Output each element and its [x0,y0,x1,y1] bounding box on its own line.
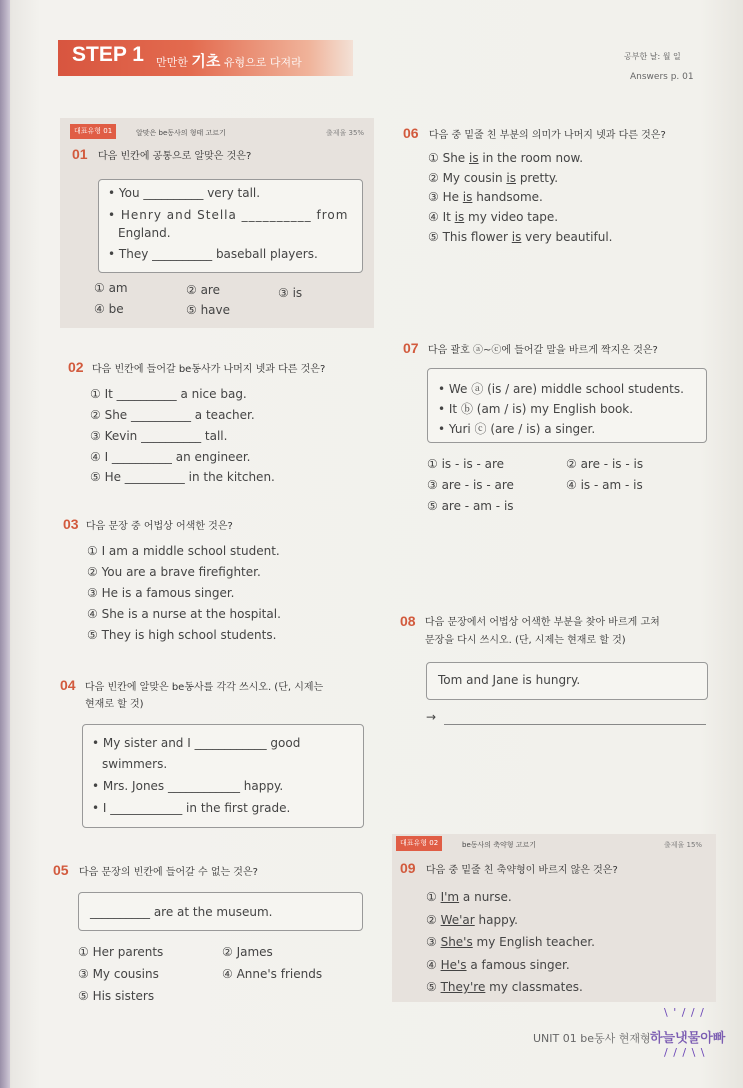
example-line: • I ____________ in the first grade. [92,801,291,815]
answer-option[interactable]: ① Her parents [78,945,164,959]
option-text: a famous singer. [466,958,570,972]
question-number: 08 [400,613,416,629]
option-text: ⑤ [426,980,441,994]
answer-option[interactable]: ③ He is a famous singer. [87,586,235,600]
example-line: __________ are at the museum. [90,905,273,919]
step-label: STEP 1 [72,43,144,66]
option-text: very beautiful. [521,230,613,244]
answer-option[interactable]: ② She __________ a teacher. [90,408,255,422]
underlined-word: They're [440,980,486,994]
option-text: ③ He [428,190,463,204]
question-number: 01 [72,146,88,162]
example-line: Tom and Jane is hungry. [438,673,581,687]
answer-option[interactable]: ② are [186,283,220,297]
frequency-rate: 출제율 15% [664,841,703,849]
answers-reference: Answers p. 01 [630,72,694,82]
option-text: a nurse. [459,890,512,904]
answer-option[interactable]: ④ be [94,302,124,316]
answer-option[interactable]: ② are - is - is [566,457,644,471]
answer-option[interactable]: ⑤ are - am - is [427,499,514,513]
answer-option[interactable]: ⑤ They is high school students. [87,628,277,642]
option-text: ④ It [428,210,455,224]
question-number: 04 [60,677,76,693]
study-date: 공부한 날: 월 일 [624,52,681,61]
underlined-word: He's [440,958,467,972]
frequency-rate: 출제율 35% [326,129,365,137]
answer-option[interactable] [426,890,512,904]
arrow: → [426,710,437,724]
section-tag: 대표유형 01 [70,124,116,139]
answer-option[interactable]: ① I am a middle school student. [87,544,280,558]
option-text: ③ [426,935,441,949]
question-number: 02 [68,359,84,375]
subtitle-pre: 만만한 [156,56,188,69]
option-text: handsome. [472,190,543,204]
question-number: 09 [400,860,416,876]
option-text: my English teacher. [472,935,595,949]
logo-rays-top: \ ' / / / [664,1006,705,1019]
example-line: swimmers. [102,757,168,771]
underlined-word: is [462,190,473,204]
answer-option[interactable] [428,190,543,204]
question-number: 06 [403,125,419,141]
option-text: ④ [426,958,441,972]
example-line: • Mrs. Jones ____________ happy. [92,779,284,793]
question-text: 문장을 다시 쓰시오. (단, 시제는 현재로 할 것) [425,635,626,646]
underlined-word: is [511,230,522,244]
subtitle-post: 유형으로 다져라 [223,56,302,69]
answer-option[interactable]: ④ She is a nurse at the hospital. [87,607,281,621]
example-line: • Henry and Stella __________ from [108,208,349,222]
question-text: 다음 빈칸에 공통으로 알맞은 것은? [98,151,252,162]
underlined-word: is [506,171,516,185]
answer-option[interactable] [428,171,558,185]
answer-option[interactable] [426,913,518,927]
example-line: England. [118,226,171,240]
answer-option[interactable]: ① is - is - are [427,457,505,471]
question-text: 다음 중 밑줄 친 축약형이 바르지 않은 것은? [426,865,618,876]
unit-footer: UNIT 01 be동사 현재형 [533,1032,651,1045]
question-text: 현재로 할 것) [85,699,144,710]
answer-option[interactable]: ② You are a brave firefighter. [87,565,261,579]
underlined-word: is [469,151,479,165]
answer-option[interactable]: ⑤ have [186,303,231,317]
answer-option[interactable]: ④ is - am - is [566,478,643,492]
example-line: • It ⓑ (am / is) my English book. [438,402,634,416]
answer-option[interactable] [426,980,583,994]
question-text: 다음 문장에서 어법상 어색한 부분을 찾아 바르게 고쳐 [425,617,660,628]
option-text: ① [426,890,441,904]
option-text: ② [426,913,441,927]
step-subtitle [156,50,302,71]
answer-option[interactable]: ③ are - is - are [427,478,514,492]
option-text: my classmates. [485,980,583,994]
underlined-word: We'ar [440,913,475,927]
answer-option[interactable]: ② James [222,945,273,959]
answer-option[interactable] [426,935,595,949]
logo-rays-bottom: / / / \ \ [664,1046,706,1059]
question-text: 다음 빈칸에 알맞은 be동사를 각각 쓰시오. (단, 시제는 [85,682,324,693]
example-line: • We ⓐ (is / are) middle school students. [438,382,684,396]
section-title: be동사의 축약형 고르기 [462,841,537,849]
answer-option[interactable] [428,210,558,224]
option-text: in the room now. [478,151,584,165]
question-number: 05 [53,862,69,878]
example-line: • My sister and I ____________ good [92,736,301,750]
option-text: ② My cousin [428,171,507,185]
subtitle-bold: 기초 [191,52,221,70]
question-number: 07 [403,340,419,356]
answer-option[interactable]: ⑤ His sisters [78,989,155,1003]
option-text: ① She [428,151,469,165]
answer-option[interactable] [426,958,570,972]
example-line: • Yuri ⓒ (are / is) a singer. [438,422,596,436]
answer-option[interactable]: ① It __________ a nice bag. [90,387,247,401]
question-text: 다음 문장의 빈칸에 들어갈 수 없는 것은? [79,867,258,878]
watermark-logo: 하늘냇물아빠 [650,1030,726,1045]
question-text: 다음 중 밑줄 친 부분의 의미가 나머지 넷과 다른 것은? [429,130,666,141]
page-binding-edge [0,0,10,1088]
question-text: 다음 빈칸에 들어갈 be동사가 나머지 넷과 다른 것은? [92,364,326,375]
option-text: happy. [474,913,518,927]
section-title: 알맞은 be동사의 형태 고르기 [136,129,226,137]
answer-option[interactable] [428,151,583,165]
option-text: ⑤ This flower [428,230,512,244]
answer-option[interactable] [428,230,612,244]
underlined-word: is [454,210,465,224]
answer-option[interactable]: ④ Anne's friends [222,967,323,981]
underlined-word: I'm [440,890,460,904]
answer-option[interactable]: ① am [94,281,128,295]
section-tag: 대표유형 02 [396,836,442,851]
example-line: • They __________ baseball players. [108,247,318,261]
example-line: • You __________ very tall. [108,186,261,200]
answer-option[interactable]: ③ is [278,286,303,300]
answer-option[interactable]: ③ My cousins [78,967,159,981]
answer-option[interactable]: ④ I __________ an engineer. [90,450,251,464]
option-text: my video tape. [464,210,559,224]
option-text: pretty. [516,171,559,185]
question-text: 다음 괄호 ⓐ~ⓒ에 들어갈 말을 바르게 짝지은 것은? [428,345,658,356]
question-text: 다음 문장 중 어법상 어색한 것은? [86,521,233,532]
answer-option[interactable]: ③ Kevin __________ tall. [90,429,228,443]
question-number: 03 [63,516,79,532]
answer-line[interactable] [444,724,706,725]
underlined-word: She's [440,935,473,949]
answer-option[interactable]: ⑤ He __________ in the kitchen. [90,470,275,484]
